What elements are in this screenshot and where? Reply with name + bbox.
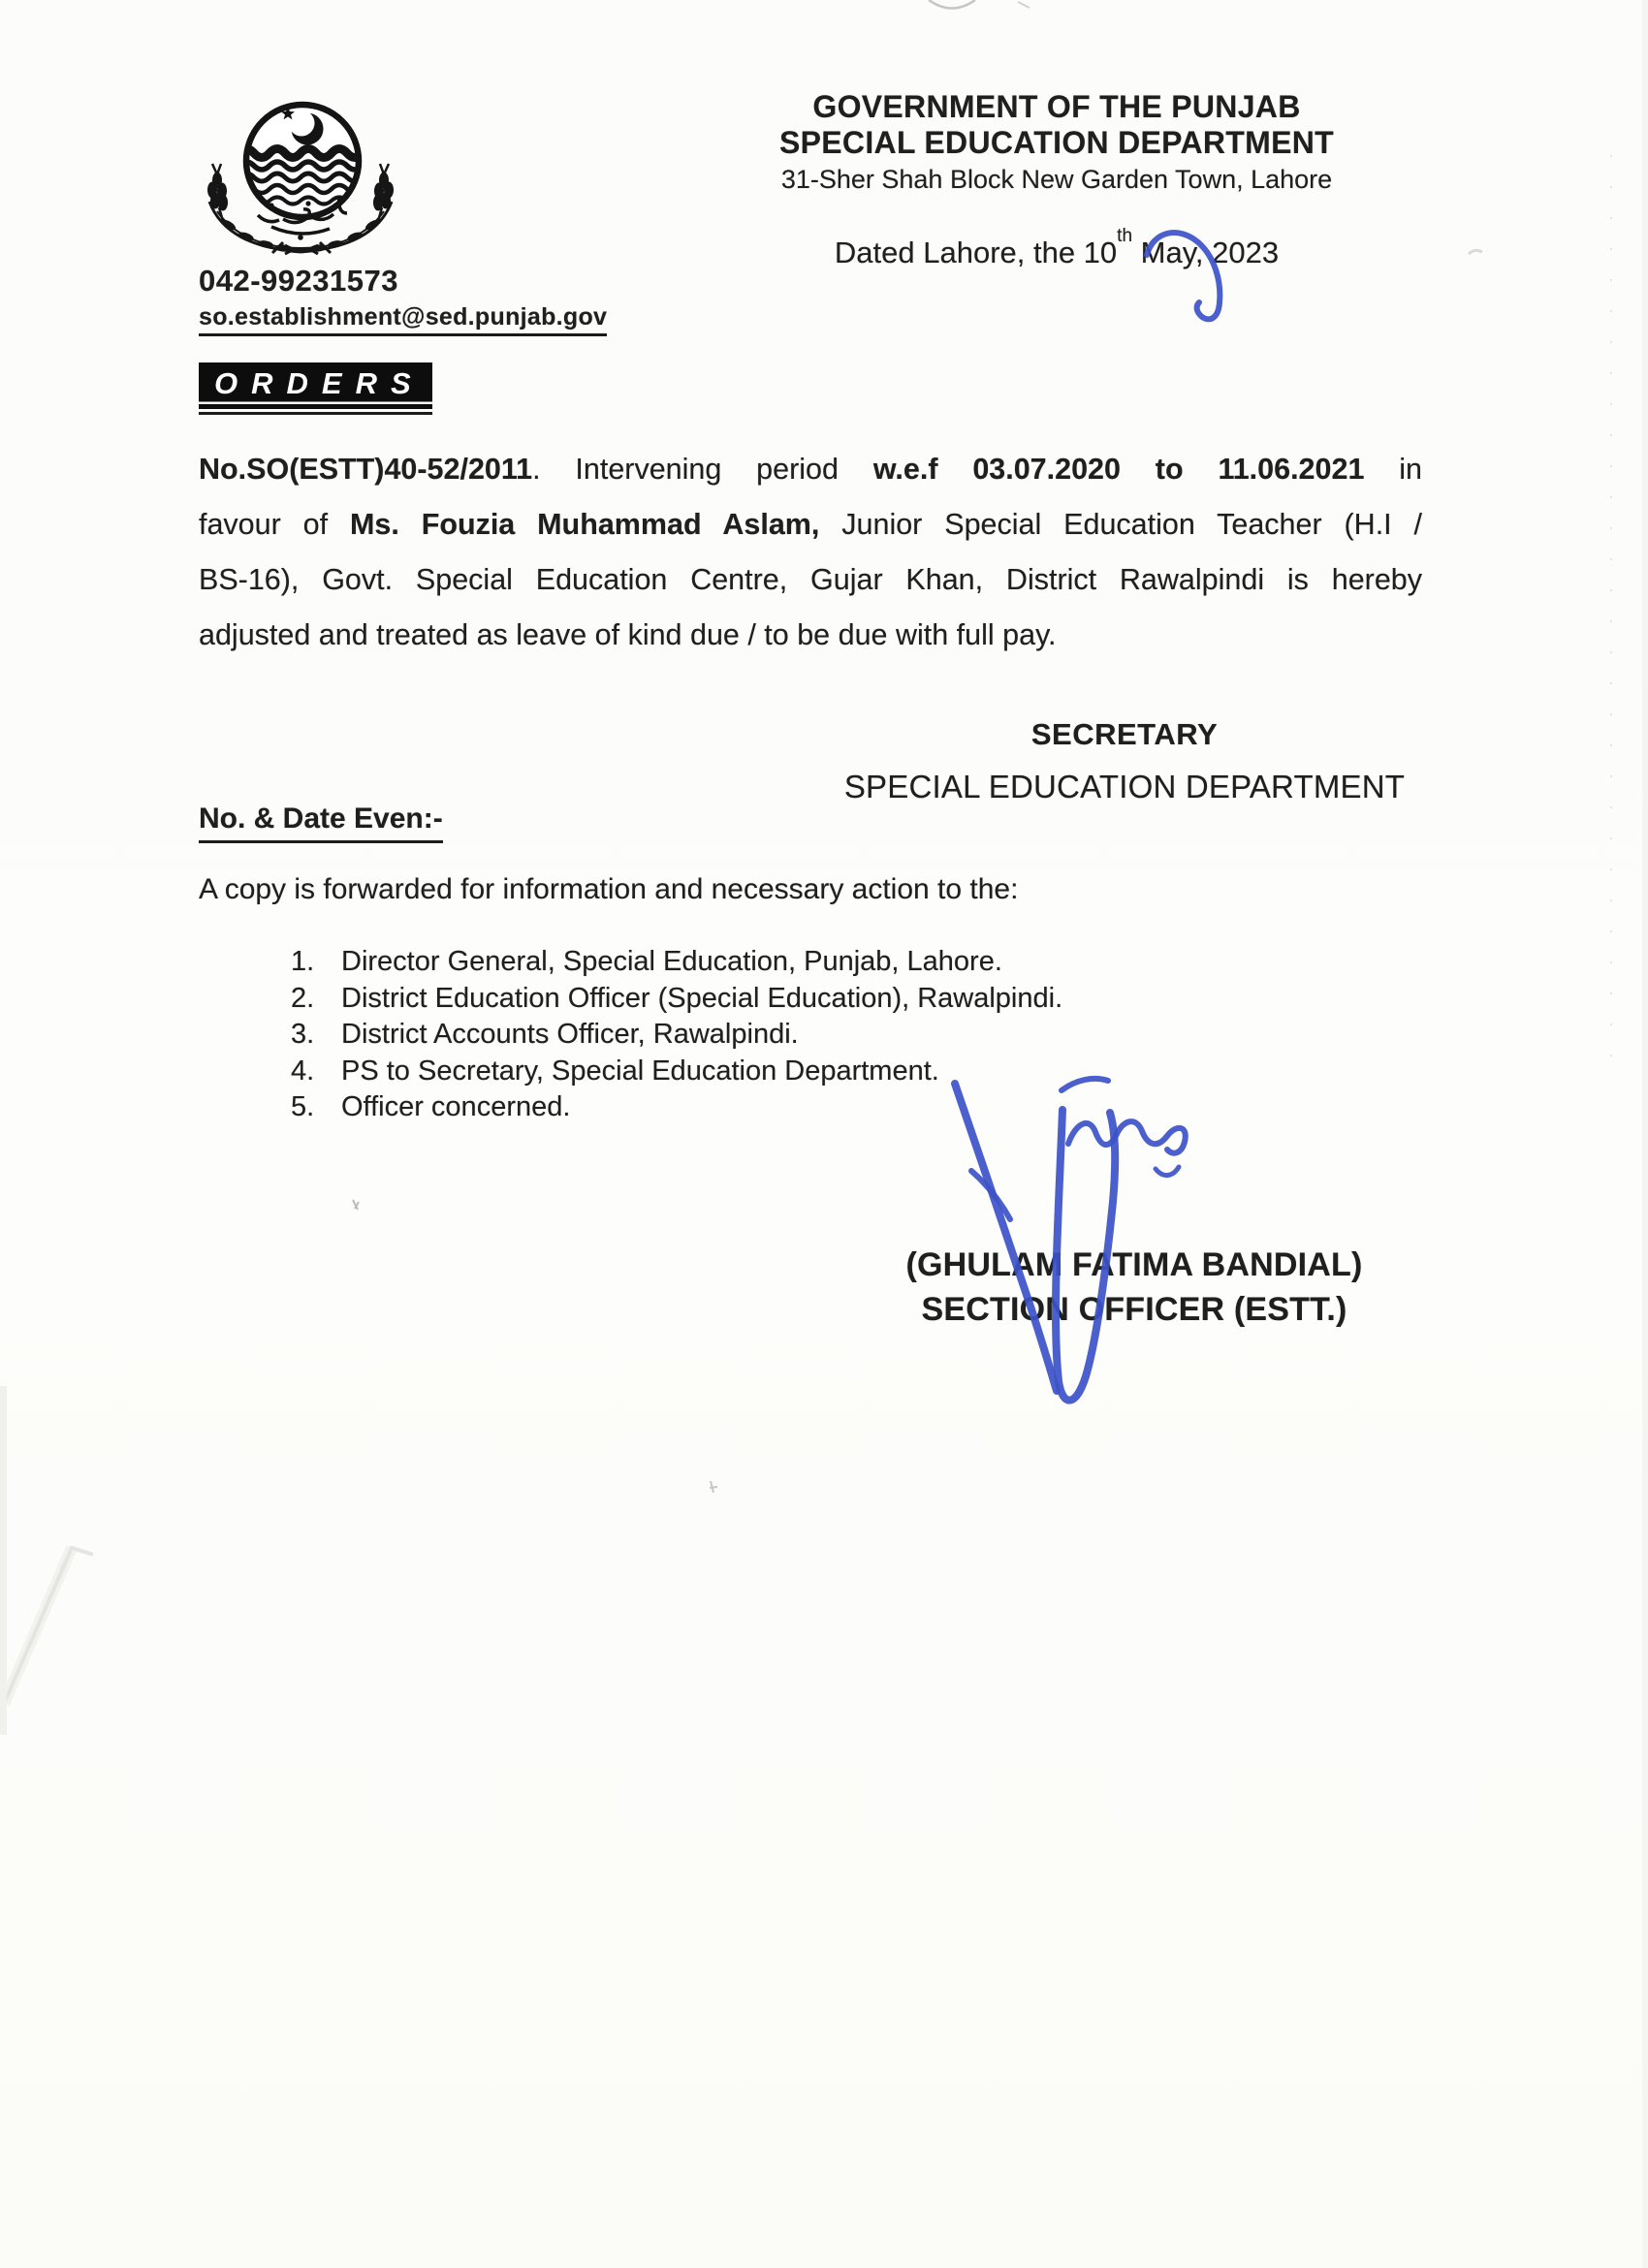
date-ordinal-superscript: th — [1117, 225, 1133, 246]
order-paragraph-line: adjusted and treated as leave of kind due / to be due with full pay. — [199, 618, 1057, 651]
contact-block — [199, 264, 607, 336]
cc-list-item — [291, 944, 1062, 981]
cc-item-number: 1. — [291, 946, 315, 977]
cc-item-text: District Accounts Officer, Rawalpindi. — [341, 1019, 799, 1050]
office-address: 31-Sher Shah Block New Garden Town, Lahore — [780, 165, 1333, 194]
signatory-designation: SECTION OFFICER (ESTT.) — [921, 1291, 1347, 1328]
scan-speck-icon — [1018, 2, 1030, 8]
cc-list — [291, 944, 1062, 1126]
cc-list-item — [291, 1054, 1062, 1090]
letterhead — [669, 89, 1444, 195]
org-name-line1: GOVERNMENT OF THE PUNJAB — [812, 89, 1301, 124]
cc-item-number: 3. — [291, 1019, 315, 1050]
cc-item-number: 5. — [291, 1091, 315, 1122]
cc-list-item — [291, 1089, 1062, 1126]
cc-item-text: Director General, Special Education, Punjab, Lahore. — [341, 946, 1002, 977]
scan-speck-icon — [353, 1200, 359, 1210]
orders-heading-underline — [199, 362, 432, 415]
handwritten-signature-icon — [955, 1079, 1186, 1401]
scan-edge-artifact — [1642, 0, 1648, 2268]
fold-crease-icon — [0, 1386, 93, 1735]
authority-department: SPECIAL EDUCATION DEPARTMENT — [843, 769, 1406, 804]
order-reference-paragraph — [199, 442, 1422, 663]
order-paragraph-line: No.SO(ESTT)40-52/2011. Intervening period w.e.f 03.07.2020 to 11.06.2021 in — [199, 453, 1423, 486]
cc-item-text: District Education Officer (Special Education), Rawalpindi. — [341, 982, 1063, 1014]
cc-list-item — [291, 981, 1062, 1018]
date-text: Dated Lahore, the 10 — [834, 236, 1118, 269]
scan-speck-icon — [710, 1481, 717, 1493]
punjab-government-crest-icon — [194, 87, 407, 262]
issuing-authority-block — [834, 717, 1415, 805]
signatory-name: (GHULAM FATIMA BANDIAL) — [905, 1246, 1363, 1283]
cc-item-text: Officer concerned. — [341, 1091, 571, 1122]
cc-list-item — [291, 1017, 1062, 1054]
date-line — [669, 225, 1444, 270]
cc-item-number: 2. — [291, 982, 315, 1014]
email-address: so.establishment@sed.punjab.gov — [199, 303, 607, 337]
cc-item-text: PS to Secretary, Special Education Department. — [341, 1055, 939, 1087]
org-name-line2: SPECIAL EDUCATION DEPARTMENT — [779, 125, 1334, 160]
even-number-date-label: No. & Date Even:- — [199, 803, 443, 843]
phone-number: 042-99231573 — [199, 264, 398, 298]
order-paragraph-line: favour of Ms. Fouzia Muhammad Aslam, Junior Special Education Teacher (H.I / — [199, 508, 1422, 541]
order-paragraph-line: BS-16), Govt. Special Education Centre, Gujar Khan, District Rawalpindi is hereby — [199, 563, 1422, 596]
forwarding-line: A copy is forwarded for information and necessary action to the: — [199, 873, 1019, 905]
punch-hole-icon — [929, 0, 975, 9]
cc-item-number: 4. — [291, 1055, 315, 1087]
signatory-block — [902, 1243, 1367, 1332]
authority-title: SECRETARY — [1030, 717, 1219, 751]
orders-heading: ORDERS — [199, 362, 432, 409]
date-text-suffix: May, 2023 — [1132, 236, 1280, 269]
scan-speck-icon — [1469, 250, 1482, 254]
